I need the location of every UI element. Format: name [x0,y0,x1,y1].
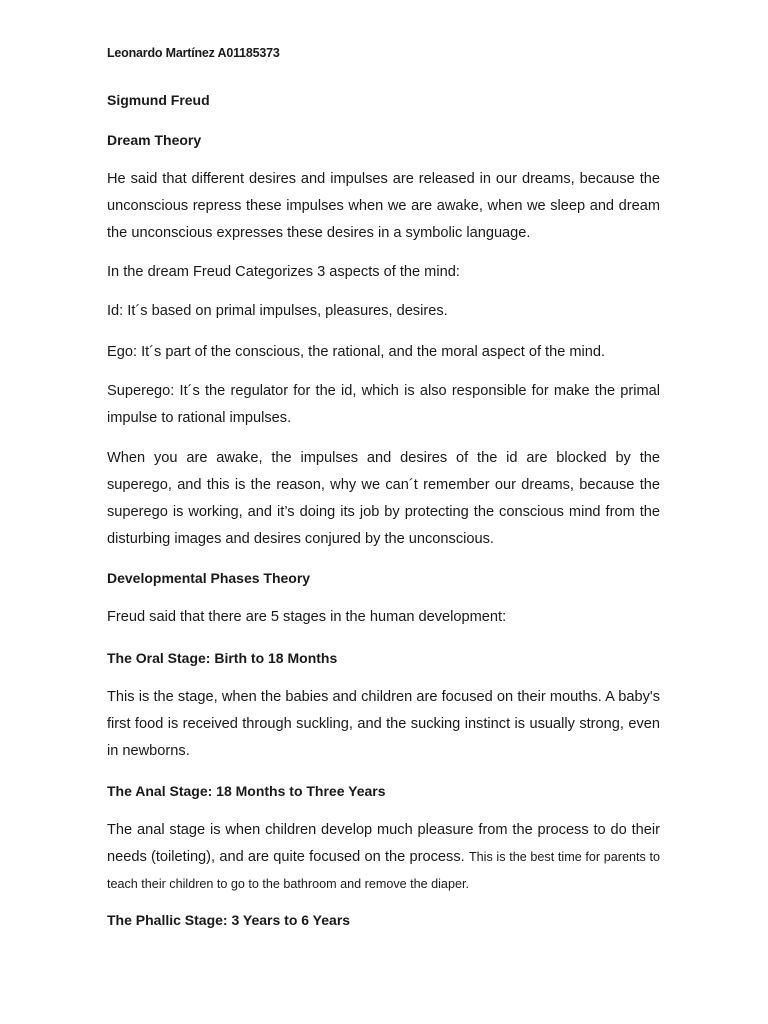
heading-oral-stage: The Oral Stage: Birth to 18 Months [107,650,338,666]
paragraph-stages-intro: Freud said that there are 5 stages in the human development: [107,609,507,625]
author-line: Leonardo Martínez A01185373 [107,46,280,60]
paragraph-ego: Ego: It´s part of the conscious, the rational, and the moral aspect of the mind. [107,344,606,360]
anal-stage-small-text: This is the best time for parents to teach their children to go to the bathroom and remove the diaper. [107,850,660,891]
anal-stage-text: The anal stage is when children develop much pleasure from the process to do their needs (toileting), and are quite focused on the process. [107,822,660,865]
document-title: Sigmund Freud [107,92,210,108]
paragraph-aspects-intro: In the dream Freud Categorizes 3 aspects of the mind: [107,264,460,280]
heading-anal-stage: The Anal Stage: 18 Months to Three Years [107,783,386,799]
paragraph-dream-intro: He said that different desires and impulses are released in our dreams, because the unconscious repress these impulses when we are awake, when we sleep and dream the unconscious expresses these desires in a symbolic language. [107,171,660,241]
paragraph-id: Id: It´s based on primal impulses, pleasures, desires. [107,303,448,319]
paragraph-anal-stage [107,817,660,898]
paragraph-superego: Superego: It´s the regulator for the id, which is also responsible for make the primal impulse to rational impulses. [107,383,660,426]
heading-phallic-stage: The Phallic Stage: 3 Years to 6 Years [107,912,351,928]
paragraph-oral-stage: This is the stage, when the babies and children are focused on their mouths. A baby's first food is received through suckling, and the sucking instinct is usually strong, even in newborns. [107,689,660,759]
heading-dream-theory: Dream Theory [107,132,202,148]
paragraph-awake: When you are awake, the impulses and desires of the id are blocked by the superego, and this is the reason, why we can´t remember our dreams, because the superego is working, and it’s doing its job by protecting the conscious mind from the disturbing images and desires conjured by the unconscious. [107,450,660,547]
heading-developmental-phases: Developmental Phases Theory [107,570,311,586]
